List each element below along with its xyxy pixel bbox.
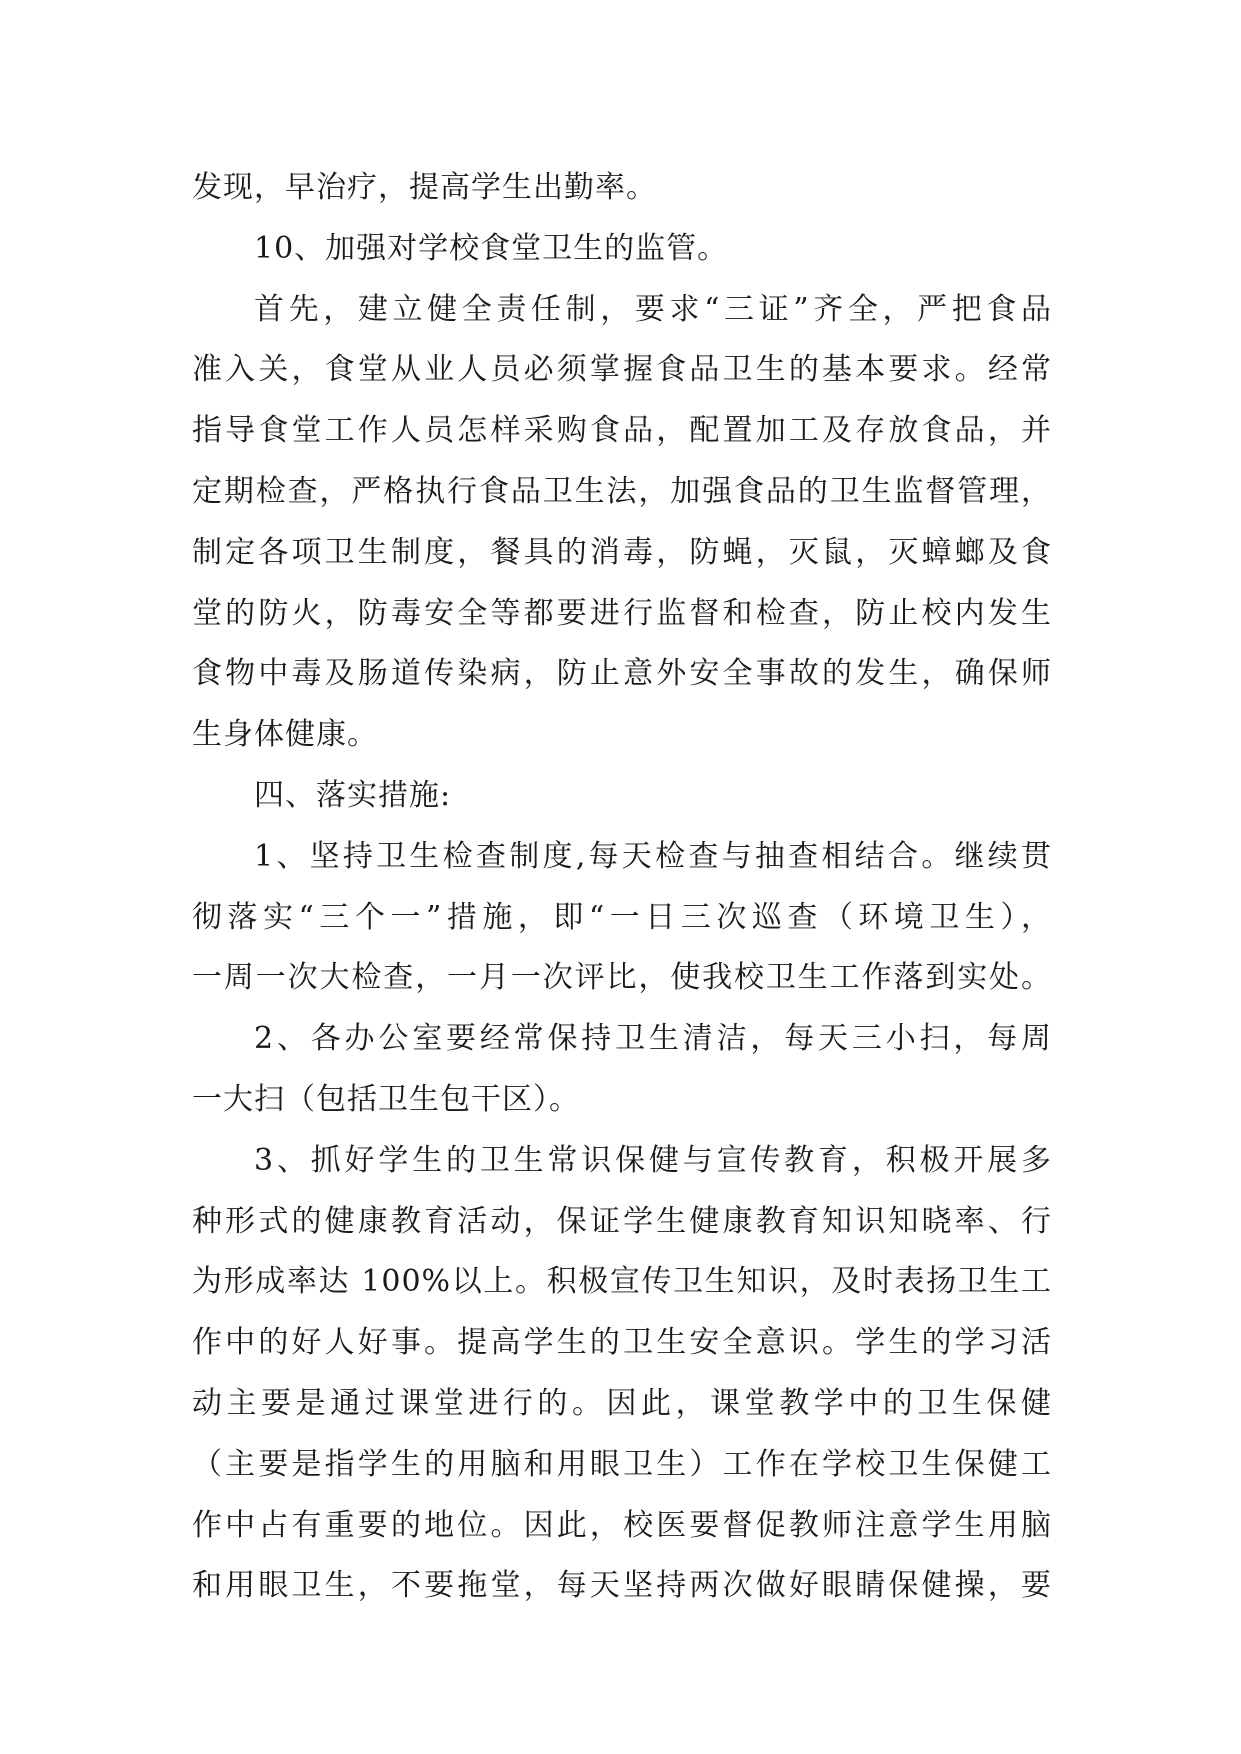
text-line: 制定各项卫生制度，餐具的消毒，防蝇，灭鼠，灭蟑螂及食: [192, 534, 1052, 570]
text-line: 生身体健康。: [192, 717, 378, 753]
numbered-item: 2、各办公室要经常保持卫生清洁，每天三小扫，每周: [254, 1021, 1052, 1057]
text-line: 和用眼卫生，不要拖堂，每天坚持两次做好眼睛保健操，要: [192, 1568, 1052, 1604]
text-line: 指导食堂工作人员怎样采购食品，配置加工及存放食品，并: [192, 413, 1052, 449]
numbered-item: 3、抓好学生的卫生常识保健与宣传教育，积极开展多: [254, 1142, 1052, 1178]
text-line: 准入关，食堂从业人员必须掌握食品卫生的基本要求。经常: [192, 352, 1052, 388]
text-line: 种形式的健康教育活动，保证学生健康教育知识知晓率、行: [192, 1203, 1052, 1239]
text-line: 彻落实“三个一”措施，即“一日三次巡查（环境卫生），: [192, 899, 1052, 935]
text-line: 动主要是通过课堂进行的。因此，课堂教学中的卫生保健: [192, 1385, 1052, 1421]
numbered-item: 10、加强对学校食堂卫生的监管。: [254, 230, 729, 266]
text-line: 作中的好人好事。提高学生的卫生安全意识。学生的学习活: [192, 1325, 1052, 1361]
text-line: 堂的防火，防毒安全等都要进行监督和检查，防止校内发生: [192, 595, 1052, 631]
text-line: 作中占有重要的地位。因此，校医要督促教师注意学生用脑: [192, 1507, 1052, 1543]
text-line: 发现，早治疗，提高学生出勤率。: [192, 170, 657, 205]
document-page: [192, 158, 1052, 1617]
numbered-item: 1、坚持卫生检查制度,每天检查与抽查相结合。继续贯: [254, 838, 1052, 874]
text-line: 为形成率达 100%以上。积极宣传卫生知识，及时表扬卫生工: [192, 1264, 1052, 1300]
paragraph-start: 首先，建立健全责任制，要求“三证”齐全，严把食品: [254, 291, 1052, 327]
text-line: 一大扫（包括卫生包干区）。: [192, 1081, 580, 1117]
text-line: 食物中毒及肠道传染病，防止意外安全事故的发生，确保师: [192, 656, 1052, 692]
text-line: （主要是指学生的用脑和用眼卫生）工作在学校卫生保健工: [192, 1446, 1052, 1482]
text-line: 一周一次大检查，一月一次评比，使我校卫生工作落到实处。: [192, 960, 1052, 996]
section-heading: 四、落实措施:: [254, 777, 452, 813]
text-line: 定期检查，严格执行食品卫生法，加强食品的卫生监督管理，: [192, 473, 1052, 509]
